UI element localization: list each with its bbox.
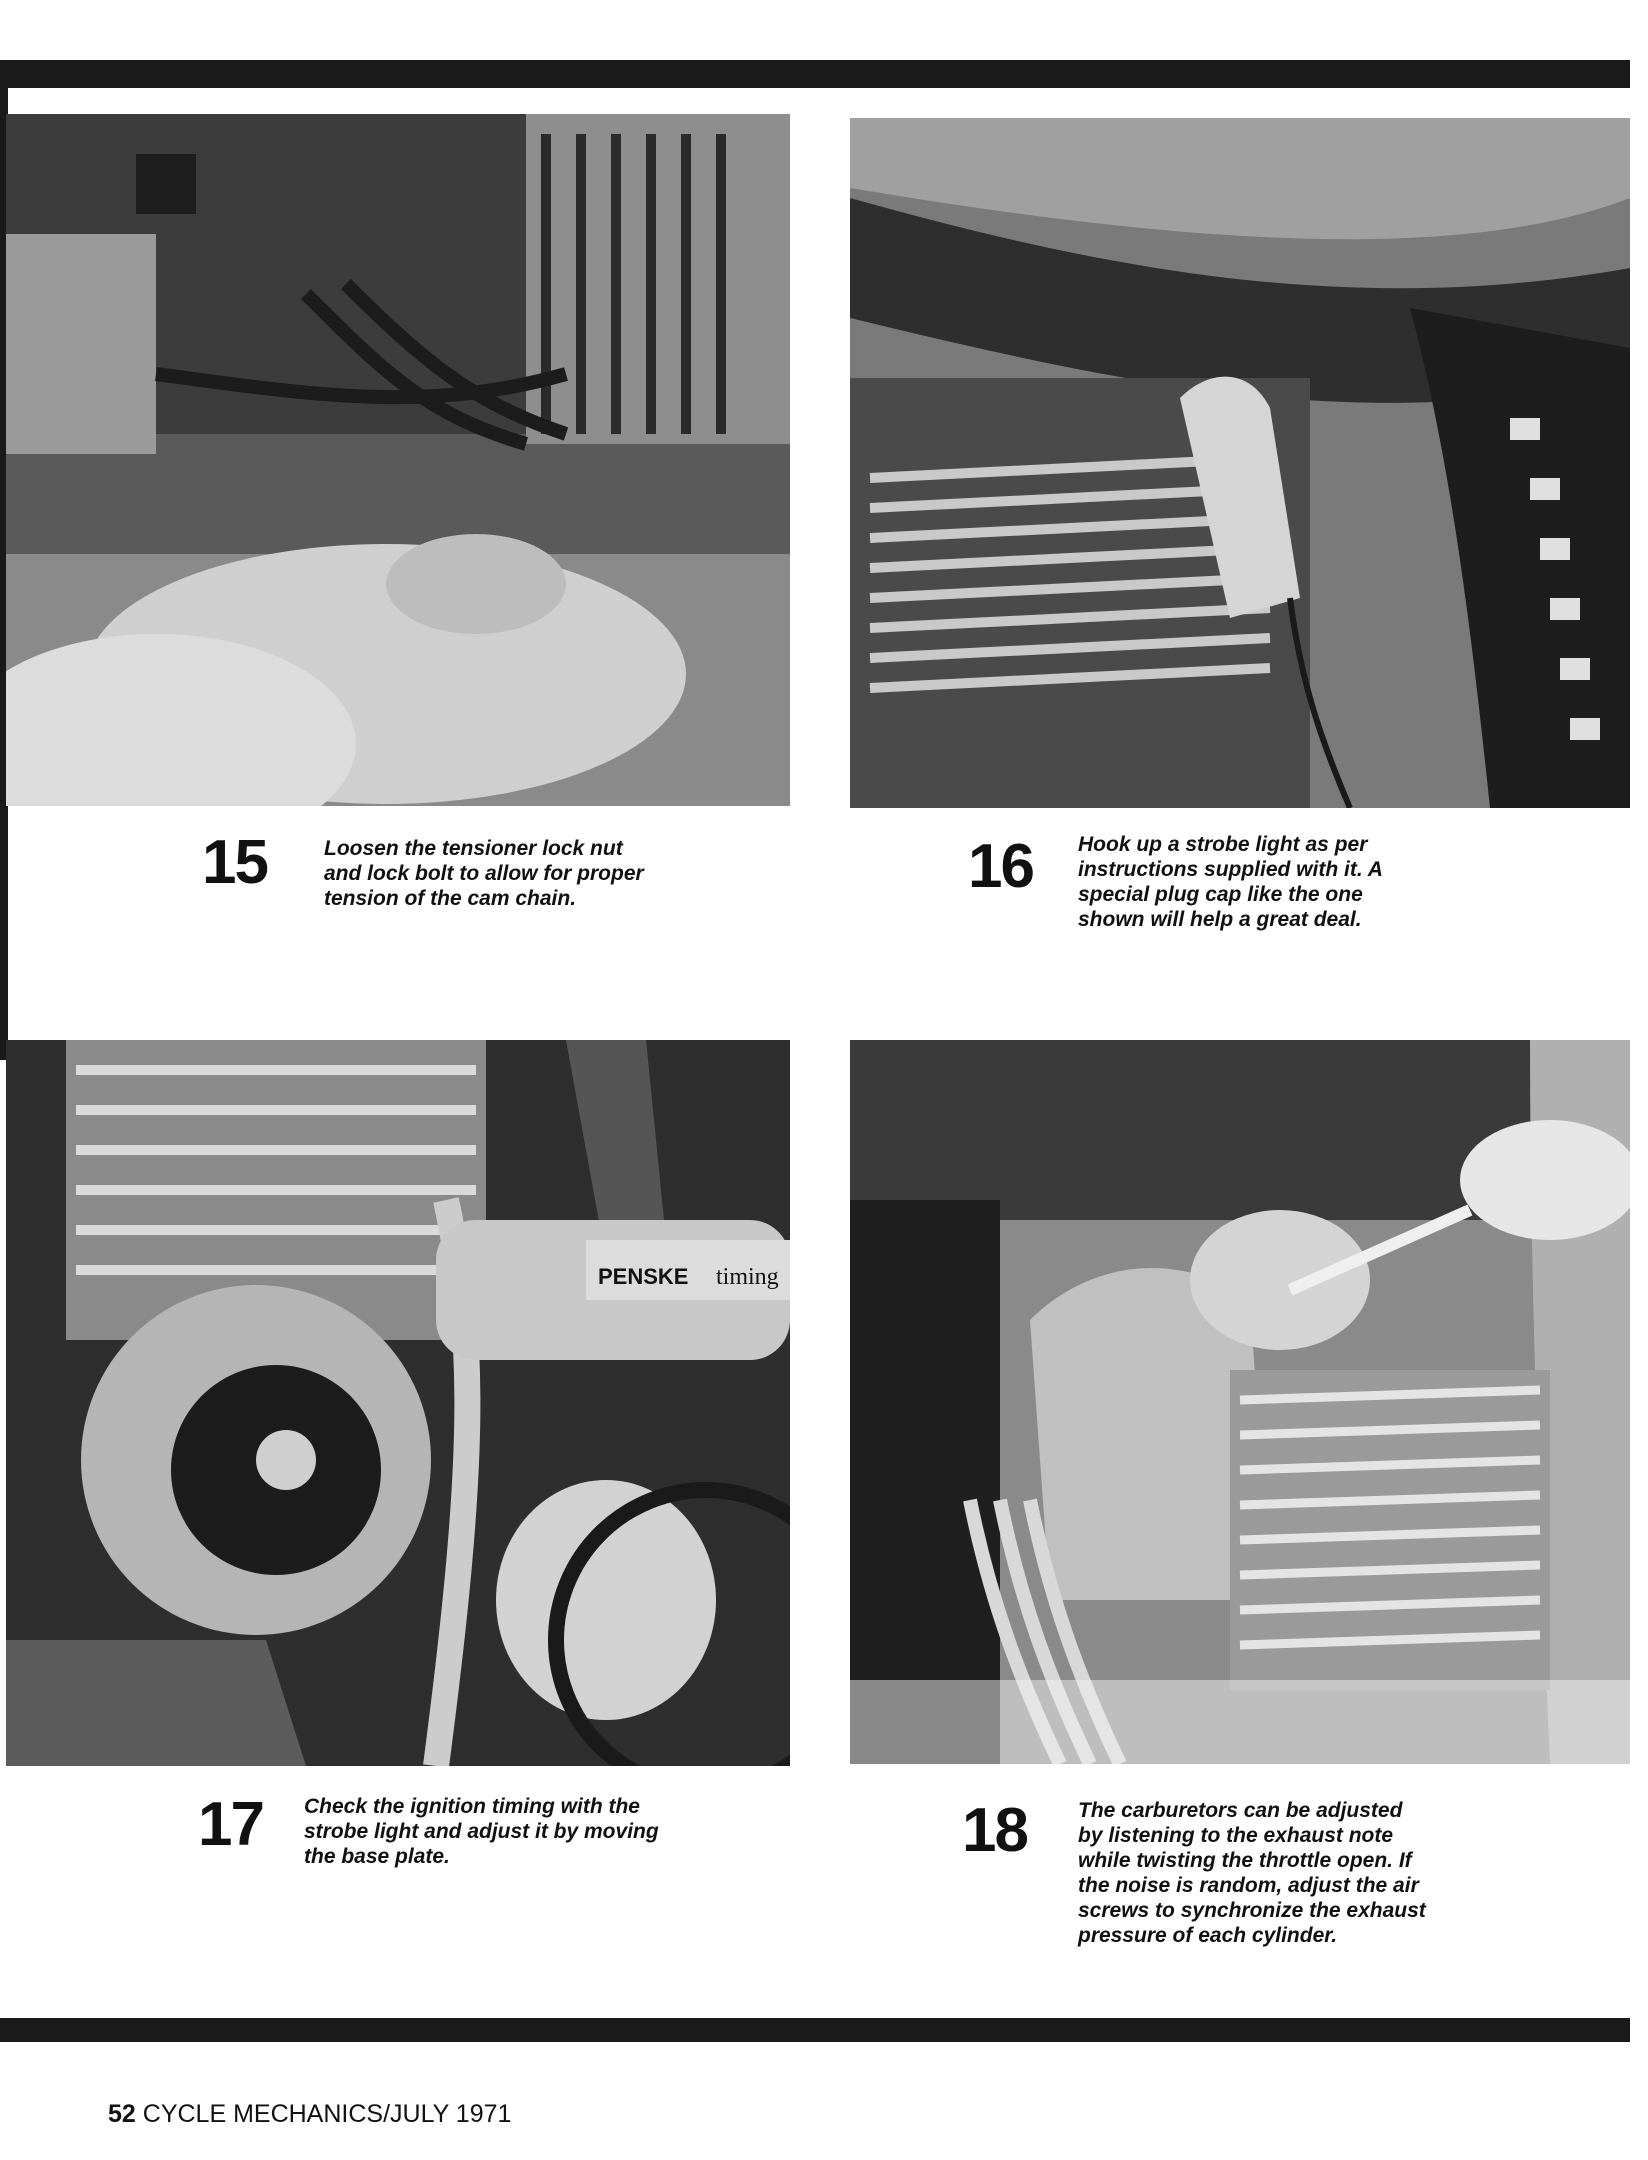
step-caption-18	[1078, 1798, 1426, 1948]
caption-line: Check the ignition timing with the	[304, 1795, 640, 1818]
bottom-rule-bar	[0, 2018, 1630, 2042]
step-caption-16	[1078, 832, 1383, 932]
caption-line: special plug cap like the one	[1078, 883, 1363, 906]
photo-step-15	[6, 114, 790, 806]
caption-line: the noise is random, adjust the air	[1078, 1874, 1419, 1897]
caption-line: instructions supplied with it. A	[1078, 858, 1383, 881]
timing-light-brand-label: PENSKE	[598, 1264, 689, 1289]
caption-line: while twisting the throttle open. If	[1078, 1849, 1412, 1872]
caption-line: screws to synchronize the exhaust	[1078, 1899, 1426, 1922]
photo-step-17	[6, 1040, 790, 1766]
step-number-16: 16	[968, 832, 1033, 901]
publication-line: CYCLE MECHANICS/JULY 1971	[142, 2100, 512, 2128]
caption-line: pressure of each cylinder.	[1078, 1924, 1338, 1947]
caption-line: strobe light and adjust it by moving	[304, 1820, 659, 1843]
caption-line: and lock bolt to allow for proper	[324, 862, 644, 885]
caption-line: Loosen the tensioner lock nut	[324, 837, 623, 860]
caption-line: The carburetors can be adjusted	[1078, 1799, 1403, 1822]
step-caption-15	[324, 836, 644, 911]
photo-step-18	[850, 1040, 1630, 1764]
caption-line: tension of the cam chain.	[324, 887, 577, 910]
step-number-15: 15	[202, 828, 267, 897]
caption-line: the base plate.	[304, 1845, 450, 1868]
step-number-17: 17	[198, 1790, 263, 1859]
top-rule-bar	[0, 60, 1630, 88]
page-number: 52	[108, 2100, 136, 2128]
caption-line: by listening to the exhaust note	[1078, 1824, 1394, 1847]
photo-step-16	[850, 118, 1630, 808]
page-footer	[108, 2100, 511, 2128]
caption-line: Hook up a strobe light as per	[1078, 833, 1368, 856]
step-number-18: 18	[962, 1796, 1027, 1865]
timing-light-word-label: timing	[716, 1264, 779, 1290]
caption-line: shown will help a great deal.	[1078, 908, 1362, 931]
step-caption-17	[304, 1794, 659, 1869]
